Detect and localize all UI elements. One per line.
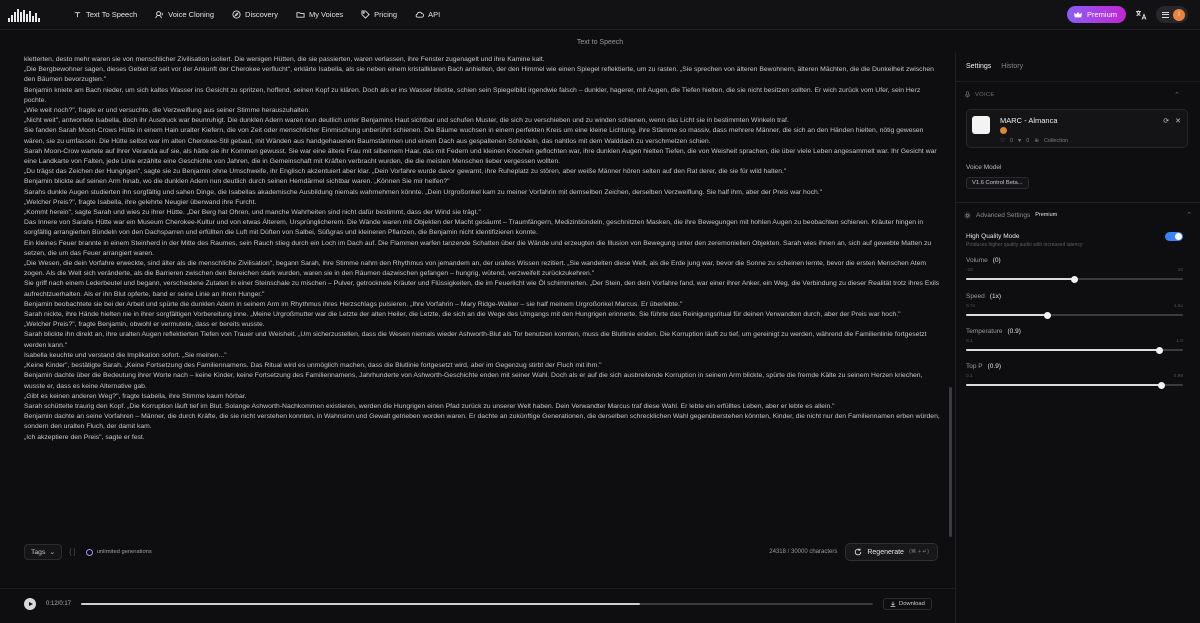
nav-label: Text To Speech xyxy=(86,10,138,19)
speed-value: (1x) xyxy=(989,293,1001,300)
speed-range xyxy=(966,304,1183,309)
text-paragraph: Sarahs dunkle Augen studierten ihn sorgfältig und sahen Dinge, die Isabellas akademische Ausbildung niemals wahrnehmen könnte. „Dein Urgroßonkel kam zu meiner Vorfahrin mit demselben Zeichen, derselben Verzweiflung. Sie half ihm, aber der Preis war hoch." xyxy=(24,188,823,196)
top-p-slider[interactable] xyxy=(966,363,1183,386)
nav-api[interactable] xyxy=(406,0,449,30)
text-paragraph: Sie fanden Sarah Moon-Crows Hütte in einem Hain uralter Kiefern, die von Zeit oder menschlicher Einmischung unberührt schienen. Die Bäume wuchsen in einem perfekten Kreis um eine kleine Lichtung, ihre Stämme so massiv, dass mehrere Männer, die sich an den Händen hielten, nötig gewesen wären, sie zu umfassen. Die Hütte selbst war im alten Cherokee-Stil gebaut, mit Wänden aus handgehauenen Baumstämmen und einem Dach aus gespaltenen Schindeln, das nahtlos mit dem Walddach zu verschmelzen schien. xyxy=(24,127,924,145)
range-max: 10 xyxy=(1177,268,1183,273)
refresh-icon xyxy=(854,548,862,556)
text-paragraph: Ein kleines Feuer brannte in einem Steinherd in der Mitte des Raumes, sein Rauch stieg durch ein Loch im Dach auf. Die Flammen warfen tanzende Schatten über die Wände und erzeugten die Illusion von Bewegung unter den zeremoniellen Objekten. Sarah wies ihnen an, sich auf gewebte Matten zu setzen, die um das Feuer arrangiert waren. xyxy=(24,239,932,257)
top-p-range xyxy=(966,374,1183,379)
text-paragraph: Das Innere von Sarahs Hütte war ein Museum Cherokee-Kultur und von etwas Älterem, Ursprünglicherem. Die Wände waren mit Objekten der Macht gesäumt – Traumfängern, Medizinbündeln, geschnitzten Masken, die ihre Bewegungen mit hohlen Augen zu beobachten schienen. Kräuter hingen in sorgfältig arrangierten Bündeln von den Dachsparren und erfüllten die Luft mit Düften von Salbei, Süßgras und kleineren Pflanzen, die Benjamin nicht identifizieren konnte. xyxy=(24,219,924,237)
hamburger-icon xyxy=(1162,12,1169,18)
slider-handle[interactable] xyxy=(1156,347,1163,354)
folder-icon xyxy=(296,10,305,19)
voice-name: MARC - Almanca xyxy=(1000,116,1058,125)
slider-track[interactable] xyxy=(966,384,1183,386)
volume-label: Volume xyxy=(966,257,988,264)
play-icon xyxy=(29,602,33,606)
text-paragraph: „Welcher Preis?", fragte Isabella, ihre gelehrte Neugier überwand ihre Furcht. xyxy=(24,198,257,206)
volume-slider[interactable] xyxy=(966,257,1183,280)
slider-fill xyxy=(966,384,1161,386)
tab-history[interactable]: History xyxy=(1001,63,1024,70)
text-paragraph: „Welcher Preis?", fragte Benjamin, obwohl er vermutete, dass er bereits wusste. xyxy=(24,321,265,329)
range-min: 0.1 xyxy=(966,339,973,344)
high-quality-mode-label: High Quality Mode xyxy=(966,233,1020,240)
voice-actions xyxy=(1163,117,1181,125)
voice-section-header[interactable] xyxy=(964,91,1194,98)
plus-icon[interactable]: ⊕ xyxy=(1034,138,1039,144)
playback-time: 0:12/0:17 xyxy=(46,600,72,607)
like-icon[interactable]: ♡ xyxy=(1000,138,1005,144)
text-paragraph: Sie griff nach einem Lederbeutel und begann, verschiedene Zutaten in einer Steinschale zu mischen – Pulver, getrocknete Kräuter und Flüssigkeiten, die im Feuerlicht wie Öl schimmerten. „Der Stein, den dein Vorfahre fand, war einer ihrer Anker, ein Weg, die Verbindung zu dieser Realität trotz ihres Exils aufrechtzuerhalten. Als er ihn Blut opferte, band er seine Linie an ihren Hunger." xyxy=(24,280,940,298)
speed-slider[interactable] xyxy=(966,293,1183,316)
editor-footer xyxy=(24,541,938,563)
slider-handle[interactable] xyxy=(1044,312,1051,319)
text-paragraph: Isabella keuchte und verstand die Implikation sofort. „Sie meinen..." xyxy=(24,351,227,359)
selected-voice-card[interactable] xyxy=(966,109,1188,148)
chevron-up-icon: ⌃ xyxy=(1186,212,1192,219)
premium-badge: Premium xyxy=(1035,212,1058,218)
playback-progress-bar[interactable] xyxy=(81,603,873,605)
temperature-range xyxy=(966,339,1183,344)
avatar: I xyxy=(1173,9,1185,21)
text-paragraph: Benjamin beobachtete sie bei der Arbeit und spürte die dunklen Adern in seinem Arm im Rhythmus ihres Herzschlags pulsieren. „Ihre Vorfahrin – Mary Ridge-Walker – sie half meinem Urgroßonkel Marcus. Er überlebte." xyxy=(24,300,683,308)
script-text-area[interactable] xyxy=(24,55,944,535)
tags-label: Tags xyxy=(31,548,46,556)
text-editor xyxy=(0,52,955,580)
chevron-down-icon: ⌄ xyxy=(49,549,56,556)
text-paragraph: „Die Bergbewohner sagen, dieses Gebiet ist seit vor der Ankunft der Cherokee verflucht", erklärte Isabella, als sie neben einem kristallklaren Bach anhielten, der den Himmel wie einen Spiegel reflektierte, um zu rasten. „Sie sprechen von älteren Bewohnern, älteren Mächten, die die Dunkelheit zwischen den Bäumen bevorzugten." xyxy=(24,66,934,84)
high-quality-mode-toggle[interactable] xyxy=(1165,232,1183,241)
volume-value: (0) xyxy=(992,257,1001,264)
tag-icon xyxy=(361,10,370,19)
text-paragraph: Sarah blickte ihn direkt an, ihre uralten Augen reflektierten Tiefen von Trauer und Weisheit. „Um sicherzustellen, dass die Wesen niemals wieder Ashworth-Blut als Tor benutzen konnten, muss die Blutlinie enden. Die Korruption läuft zu tief, um gereinigt zu werden, während die Familienlinie fortgesetzt werden kann." xyxy=(24,331,927,349)
top-p-label-row xyxy=(966,363,1183,370)
top-right-controls xyxy=(1067,6,1188,23)
top-p-value: (0.9) xyxy=(987,363,1001,370)
nav-text-to-speech[interactable] xyxy=(64,0,146,30)
volume-label-row xyxy=(966,257,1183,264)
slider-track[interactable] xyxy=(966,314,1183,316)
voice-model-label: Voice Model xyxy=(966,164,1002,171)
cloud-icon xyxy=(415,10,424,19)
advanced-settings-label: Advanced Settings xyxy=(976,211,1031,219)
text-paragraph: Benjamin dachte an seine Vorfahren – Männer, die durch Kräfte, die sie nicht verstehen konnten, in Wahnsinn und Gewalt getrieben worden waren. Er dachte an zukünftige Generationen, die derselben schrecklichen Wahl gegenüberstehen könnten, Kinder, die nicht nur den Familiennamen erben würden, sondern den uralten Fluch, der damit kam. xyxy=(24,413,940,431)
compass-icon xyxy=(232,10,241,19)
range-min: 0.7x xyxy=(966,304,976,309)
character-count: 24318 / 30000 characters xyxy=(769,549,838,555)
translate-icon[interactable] xyxy=(1135,9,1147,21)
nav-my-voices[interactable] xyxy=(287,0,352,30)
temperature-label: Temperature xyxy=(966,328,1003,335)
heart-count: 0 xyxy=(1026,138,1030,144)
play-button[interactable] xyxy=(24,598,36,610)
nav-label: Voice Cloning xyxy=(168,10,215,19)
slider-fill xyxy=(966,314,1047,316)
voice-model-value: V1.6 Control Beta... xyxy=(972,180,1023,186)
nav-label: My Voices xyxy=(308,10,344,19)
slider-fill xyxy=(966,349,1159,351)
flag-icon xyxy=(1000,127,1007,134)
regenerate-shortcut: (⌘ + ↵) xyxy=(908,549,929,555)
advanced-settings-header[interactable] xyxy=(964,211,1192,219)
collection-label[interactable]: Collection xyxy=(1043,138,1069,144)
tags-dropdown[interactable] xyxy=(24,544,62,560)
text-paragraph: „Ich akzeptiere den Preis", sagte er fest. xyxy=(24,433,145,441)
high-quality-mode-description: Produces higher quality audio with increased latency xyxy=(966,242,1083,248)
slider-handle[interactable] xyxy=(1071,276,1078,283)
speed-label-row xyxy=(966,293,1183,300)
close-icon[interactable]: ✕ xyxy=(1175,118,1181,125)
volume-range xyxy=(966,268,1183,273)
speed-label: Speed xyxy=(966,293,985,300)
nav-discovery[interactable] xyxy=(223,0,287,30)
range-min: -10 xyxy=(966,268,973,273)
text-paragraph: Sarah Moon-Crow wartete auf ihrer Veranda auf sie, als hätte sie ihr Kommen gewusst. Sie war eine ältere Frau mit silbernem Haar, das mit Federn und kleinen Knochen geflochten war, ihre dunklen Augen hielten Tiefen, die von Weisheit sprachen, die über viele Leben angesammelt war. Ihr Gesicht war eine Landkarte von Falten, jede Linie erzählte eine Geschichte von Jahren, die in Gemeinschaft mit Kräften verbracht wurden, die die meisten Menschen lieber vergessen wollten. xyxy=(24,147,937,166)
premium-button[interactable] xyxy=(1067,6,1126,23)
divider xyxy=(956,81,1200,82)
slider-fill xyxy=(966,278,1075,280)
text-paragraph: „Nicht weit", antwortete Isabella, doch ihr Ausdruck war beunruhigt. Die dunklen Adern waren nun deutlich unter Benjamins Haut sichtbar und schufen Muster, die sich zu verschieben und zu winden schienen, wenn das Licht sie in bestimmten Winkeln traf. xyxy=(24,117,789,125)
range-max: 1.0 xyxy=(1176,339,1183,344)
slider-handle[interactable] xyxy=(1158,382,1165,389)
regenerate-button[interactable] xyxy=(845,543,938,561)
text-paragraph: „Kommt herein", sagte Sarah und wies zu ihrer Hütte. „Der Berg hat Ohren, und manche Wahrheiten sind nicht dafür bestimmt, dass der Wind sie trägt." xyxy=(24,209,481,217)
regenerate-label: Regenerate xyxy=(867,548,904,556)
main-nav xyxy=(64,0,449,30)
slider-track[interactable] xyxy=(966,349,1183,351)
code-braces-icon[interactable]: { } xyxy=(69,548,76,556)
editor-scrollbar[interactable] xyxy=(949,387,952,537)
microphone-icon xyxy=(964,91,971,98)
text-paragraph: „Gibt es keinen anderen Weg?", fragte Isabella, ihre Stimme kaum hörbar. xyxy=(24,392,247,400)
brand-logo[interactable] xyxy=(8,8,42,22)
gear-icon xyxy=(964,212,971,219)
crown-icon xyxy=(1074,11,1082,19)
tab-settings[interactable]: Settings xyxy=(966,63,992,70)
voice-cloning-icon xyxy=(155,10,164,19)
voice-thumbnail xyxy=(972,116,990,134)
audio-player xyxy=(0,588,955,618)
heart-icon[interactable]: ♥ xyxy=(1018,138,1022,144)
settings-panel xyxy=(955,52,1200,623)
temperature-label-row xyxy=(966,328,1183,335)
text-paragraph: „Keine Kinder", bestätigte Sarah. „Keine Fortsetzung des Familiennamens. Das Ritual wird es unmöglich machen, dass die Blutlinie fortgesetzt wird, aber im Gegenzug stirbt der Fluch mit ihm." xyxy=(24,362,602,370)
unlimited-label: unlimited generations xyxy=(96,549,152,555)
download-icon xyxy=(890,601,896,607)
text-paragraph: Benjamin blickte auf seinen Arm hinab, wo die dunklen Adern nun deutlich durch seinen Hemdärmel sichtbar waren. „Können Sie mir helfen?" xyxy=(24,178,450,186)
chevron-up-icon: ⌃ xyxy=(1174,91,1181,99)
account-menu-button[interactable] xyxy=(1156,6,1188,23)
nav-label: Pricing xyxy=(374,10,398,19)
slider-track[interactable] xyxy=(966,278,1183,280)
text-paragraph: Sarah nickte, ihre Hände hielten nie in ihrer sorgfältigen Vorbereitung inne. „Meine Urgroßmutter war die Letzte der alten Heiler, die Letzte, die sich an die Wege des Umgangs mit den Hungrigen erinnerte. Sie führte das Reinigungsritual für deinen Verwandten durch, aber der Preis war hoch." xyxy=(24,311,901,319)
text-paragraph: kletterten, desto mehr waren sie von menschlicher Zivilisation isoliert. Die wenigen Hütten, die sie passierten, waren verlassen, ihre Fenster zugenagelt und ihre Kamine kalt. xyxy=(24,56,545,63)
text-paragraph: Benjamin dachte über die Bedeutung ihrer Worte nach – keine Kinder, keine Fortsetzung des Familiennamens, Jahrhunderte von Ashworth-Geschichte enden mit seiner Wahl. Doch als er auf die sich ausbreitende Korruption in seinem Arm blickte, spürte die fremde Kälte zu seinem Herzen kriechen, wusste er, dass es keine Alternative gab. xyxy=(24,372,923,390)
swap-voice-icon[interactable]: ⟳ xyxy=(1163,118,1170,125)
nav-voice-cloning[interactable] xyxy=(146,0,223,30)
text-paragraph: „Wie weit noch?", fragte er und versuchte, die Verzweiflung aus seiner Stimme herauszuhalten. xyxy=(24,107,311,115)
text-paragraph: Benjamin kniete am Bach nieder, um sich kaltes Wasser ins Gesicht zu spritzen, hoffend, seinen Kopf zu klären. Doch als er ins Wasser blickte, schien sein Spiegelbild irgendwie falsch – dunkler, hagerer, mit Augen, die Tiefen hielten, die sie nicht besitzen sollten. Er wich zurück vom Ufer, sein Herz pochte. xyxy=(24,86,921,104)
range-max: 1.5x xyxy=(1173,304,1183,309)
voice-stats xyxy=(1000,138,1068,144)
playback-progress-fill xyxy=(81,603,640,605)
page-title: Text to Speech xyxy=(576,39,624,46)
text-paragraph: „Die Wesen, die dein Vorfahre erweckte, sind älter als die menschliche Zivilisation", begann Sarah, ihre Stimme nahm den Rhythmus von jemandem an, der uraltes Wissen rezitiert. „Sie wandelten diese Welt, als die Erde jung war, bevor die Sonne zu scheinen lernte, bevor die ersten Menschen Atem zogen. Als die Welt sich veränderte, als die Barrieren zwischen den Bereichen stark wurden, waren sie in den Räumen dazwischen gefangen – hungrig, wütend, verzweifelt zurückzukehren." xyxy=(24,260,927,278)
voice-model-select[interactable] xyxy=(966,177,1029,189)
download-label: Download xyxy=(899,600,925,607)
nav-label: Discovery xyxy=(245,10,278,19)
nav-label: API xyxy=(428,10,441,19)
range-max: 0.99 xyxy=(1173,374,1183,379)
divider xyxy=(956,202,1200,203)
premium-label: Premium xyxy=(1086,10,1117,19)
ring-icon xyxy=(86,549,93,556)
text-to-speech-icon xyxy=(73,10,82,19)
nav-pricing[interactable] xyxy=(352,0,406,30)
temperature-slider[interactable] xyxy=(966,328,1183,351)
top-p-label: Top P xyxy=(966,363,983,370)
unlimited-generations-indicator xyxy=(86,549,152,556)
top-navigation-bar xyxy=(0,0,1200,30)
like-count: 0 xyxy=(1009,138,1013,144)
panel-tabs xyxy=(966,63,1023,70)
temperature-value: (0.9) xyxy=(1007,328,1021,335)
text-paragraph: „Du trägst das Zeichen der Hungrigen", sagte sie zu Benjamin ohne Umschweife, ihr Englisch akzentuiert aber klar. „Dein Vorfahre wurde davor gewarnt, ihre Ruheplatz zu stören, aber weiße Männer hören selten auf den Rat derer, die sie für wild halten." xyxy=(24,168,787,176)
download-button[interactable] xyxy=(883,598,932,610)
range-min: 0.1 xyxy=(966,374,973,379)
text-paragraph: Sarah schüttelte traurig den Kopf. „Die Korruption läuft tief im Blut. Solange Ashworth-Nachkommen existieren, werden die Hungrigen einen Pfad zurück zu unserer Welt haben. Dein Verwandter Marcus traf diese Wahl. Er lebte ein erfülltes Leben, aber er lebte es allein." xyxy=(24,402,835,410)
voice-section-label: VOICE xyxy=(975,91,995,98)
